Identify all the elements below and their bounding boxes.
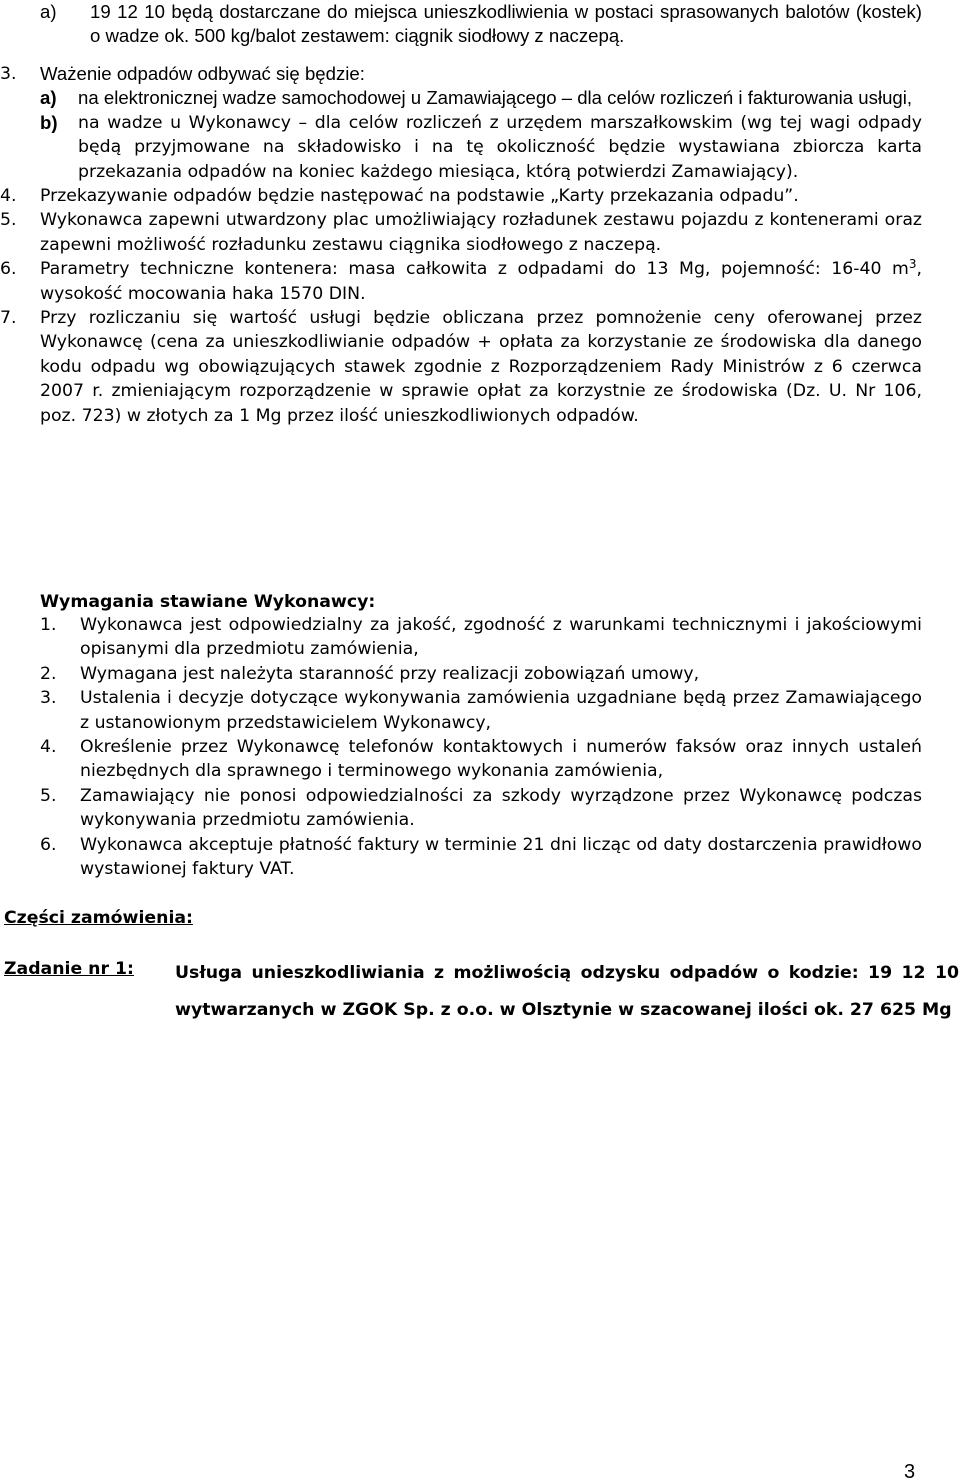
requirements-heading: Wymagania stawiane Wykonawcy: [40, 592, 376, 612]
item-text: Przy rozliczaniu się wartość usługi będzie obliczana przez pomnożenie ceny oferowanej przez Wykonawcę (cena za unieszkodliwianie odpadów + opłata za korzystanie ze środowiska dla danego kodu odpadu wg obowiązujących stawek zgodnie z Rozporządzeniem Rady Ministrów z 6 czerwca 2007 r. zmieniającym rozporządzenie w sprawie opłat za korzystnie ze środowiska (Dz. U. Nr 106, poz. 723) w złotych za 1 Mg przez ilość unieszkodliwionych odpadów. [40, 308, 922, 426]
requirements-list [0, 613, 960, 881]
sub-item-text: na wadze u Wykonawcy – dla celów rozliczeń z urzędem marszałkowskim (wg tej wagi odpady będą przyjmowane na składowisko i na tę okoliczność będzie wystawiana zbiorcza karta przekazania odpadów na koniec każdego miesiąca, którą potwierdzi Zamawiający). [78, 112, 922, 182]
item-number: 5. [0, 210, 17, 231]
condition-item-5 [0, 208, 960, 257]
condition-item-7 [0, 306, 960, 428]
list-item-label: a) [40, 1, 57, 22]
item-number: 4. [0, 186, 17, 207]
requirement-item [0, 784, 960, 833]
item-number: 4. [40, 737, 57, 758]
item-number: 7. [0, 308, 17, 329]
requirement-item [0, 686, 960, 735]
condition-item-3 [0, 62, 960, 184]
conditions-list [0, 62, 960, 428]
sub-item-text: na elektronicznej wadze samochodowej u Zamawiającego – dla celów rozliczeń i fakturowania usługi, [78, 87, 913, 109]
page-number: 3 [904, 1461, 916, 1483]
item-number: 6. [40, 834, 57, 855]
item-text: Określenie przez Wykonawcę telefonów kontaktowych i numerów faksów oraz innych ustaleń niezbędnych dla sprawnego i terminowego wykonania zamówienia, [80, 737, 922, 782]
condition-item-4 [0, 184, 960, 208]
condition-item-6 [0, 257, 960, 306]
sub-item-b [40, 111, 922, 184]
requirement-item [0, 613, 960, 662]
superscript: 3 [908, 257, 917, 272]
sub-item-a [40, 86, 922, 110]
item-text: Ustalenia i decyzje dotyczące wykonywania zamówienia uzgadniane będą przez Zamawiającego z ustanowionym przedstawicielem Wykonawcy, [80, 688, 922, 733]
item-text: Wykonawca akceptuje płatność faktury w terminie 21 dni licząc od daty dostarczenia prawidłowo wystawionej faktury VAT. [80, 834, 922, 880]
requirement-item [0, 662, 960, 686]
task-description: Usługa unieszkodliwiania z możliwością odzysku odpadów o kodzie: 19 12 10 wytwarzanych w ZGOK Sp. z o.o. w Olsztynie w szacowanej ilości ok. 27 625 Mg [175, 963, 959, 1020]
item-text: Zamawiający nie ponosi odpowiedzialności za szkody wyrządzone przez Wykonawcę podczas wykonywania przedmiotu zamówienia. [80, 785, 922, 831]
item-number: 3. [0, 64, 17, 84]
item-number: 6. [0, 259, 17, 280]
item-number: 5. [40, 785, 57, 806]
item-number: 3. [40, 688, 57, 709]
item-text: Wykonawca jest odpowiedzialny za jakość, zgodność z warunkami technicznymi i jakościowymi opisanymi dla przedmiotu zamówienia, [80, 615, 922, 660]
sub-item-label: a) [40, 87, 57, 109]
item-text: Ważenie odpadów odbywać się będzie: [40, 63, 365, 84]
item-text-part: Parametry techniczne kontenera: masa całkowita z odpadami do 13 Mg, pojemność: 16-40 m [40, 259, 909, 280]
sub-item-label: b) [40, 111, 58, 133]
item-text: Przekazywanie odpadów będzie następować na podstawie „Karty przekazania odpadu”. [40, 186, 799, 207]
requirement-item [0, 833, 960, 882]
item-number: 2. [40, 663, 57, 684]
task-label: Zadanie nr 1: [4, 959, 134, 979]
requirement-item [0, 735, 960, 784]
item-number: 1. [40, 615, 57, 635]
item-text: Wymagana jest należyta staranność przy realizacji zobowiązań umowy, [80, 663, 700, 684]
item-text: Wykonawca zapewni utwardzony plac umożliwiający rozładunek zestawu pojazdu z kontenerami oraz zapewni możliwość rozładunku zestawu ciągnika siodłowego z naczepą. [40, 210, 922, 255]
list-item-text: 19 12 10 będą dostarczane do miejsca unieszkodliwienia w postaci sprasowanych balotów (kostek) o wadze ok. 500 kg/balot zestawem: ciągnik siodłowy z naczepą. [90, 1, 922, 47]
item-text [40, 257, 922, 306]
item-text-part: , wysokość mocowania haka 1570 DIN. [40, 259, 922, 304]
parts-heading: Części zamówienia: [4, 908, 193, 928]
